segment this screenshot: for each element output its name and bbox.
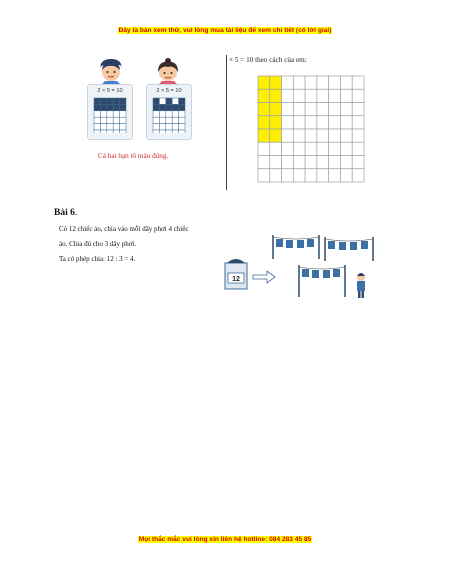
- worksheet-cell: [94, 124, 100, 130]
- exercise-title-text: Bài 6: [54, 208, 75, 218]
- worksheet-cell: [113, 117, 119, 123]
- grid-cell-colored: [270, 76, 282, 89]
- child-icon: [357, 273, 365, 298]
- top-preview-banner: [0, 27, 450, 34]
- worksheet-cell: [172, 117, 178, 123]
- worksheet-cell: [107, 130, 113, 133]
- grid-cell: [293, 169, 305, 182]
- grid-cell-colored: [258, 76, 270, 89]
- worksheet-cell: [166, 98, 172, 104]
- worksheet-cell: [94, 104, 100, 110]
- bottom-hotline-banner-text: Mọi thắc mắc vui lòng xin liên hệ hotline: 084 283 45 85: [138, 536, 312, 543]
- top-preview-banner-text: Đây là bản xem thử, vui lòng mua tài liệu để xem chi tiết (có lời giải): [118, 27, 332, 34]
- grid-cell: [258, 156, 270, 169]
- grid-cell: [352, 129, 364, 142]
- grid-cell: [293, 116, 305, 129]
- grid-cell: [340, 129, 352, 142]
- worksheet-cell: [153, 111, 159, 117]
- worksheet-cell: [113, 111, 119, 117]
- worksheet-cell: [120, 124, 126, 130]
- worksheet-cell: [153, 130, 159, 133]
- exercise-title: Bài 6.: [54, 208, 78, 218]
- exercise-line: Ta có phép chia: 12 : 3 = 4.: [59, 255, 136, 263]
- coloring-grid: [257, 75, 365, 183]
- worksheet-cell: [120, 130, 126, 133]
- worksheet-cell: [172, 111, 178, 117]
- grid-cell: [329, 89, 341, 102]
- grid-cell: [317, 156, 329, 169]
- grid-cell: [270, 142, 282, 155]
- worksheet-cell: [159, 98, 165, 104]
- worksheet-cell: [100, 98, 106, 104]
- grid-cell: [329, 129, 341, 142]
- grid-cell: [293, 129, 305, 142]
- grid-cell: [352, 169, 364, 182]
- grid-cell: [352, 156, 364, 169]
- worksheet-cell: [179, 130, 185, 133]
- grid-cell: [258, 142, 270, 155]
- worksheet-cell: [94, 98, 100, 104]
- worksheet-cell: [100, 111, 106, 117]
- grid-cell-colored: [258, 103, 270, 116]
- clothesline-1-icon: [273, 235, 319, 259]
- bottom-hotline-banner: [0, 536, 450, 543]
- grid-cell: [282, 129, 294, 142]
- clothesline-3-icon: [299, 265, 345, 297]
- worksheet-cell: [172, 98, 178, 104]
- grid-cell: [305, 129, 317, 142]
- worksheet-cell: [172, 104, 178, 110]
- worksheet-cell: [159, 111, 165, 117]
- clothesline-illustration: [215, 225, 375, 310]
- grid-cell: [329, 76, 341, 89]
- grid-cell: [340, 76, 352, 89]
- grid-cell: [317, 76, 329, 89]
- worksheet-cell: [100, 124, 106, 130]
- grid-cell: [282, 103, 294, 116]
- shirt-box-icon: [225, 259, 247, 289]
- grid-cell: [329, 169, 341, 182]
- worksheet-cell: [172, 130, 178, 133]
- worksheet-cell: [166, 117, 172, 123]
- grid-cell: [317, 129, 329, 142]
- grid-cell: [329, 116, 341, 129]
- grid-cell: [282, 169, 294, 182]
- grid-cell: [352, 89, 364, 102]
- grid-cell: [282, 156, 294, 169]
- worksheet-cell: [107, 104, 113, 110]
- worksheet-cell: [107, 111, 113, 117]
- answer-caption: Cả hai bạn tô màu đúng.: [98, 152, 169, 160]
- worksheet-cell: [179, 124, 185, 130]
- grid-cell: [305, 76, 317, 89]
- worksheet-cell: [166, 111, 172, 117]
- grid-cell: [258, 169, 270, 182]
- grid-cell: [317, 89, 329, 102]
- grid-cell: [340, 116, 352, 129]
- worksheet-cell: [94, 111, 100, 117]
- grid-cell: [329, 142, 341, 155]
- worksheet-cell: [120, 117, 126, 123]
- grid-cell: [340, 103, 352, 116]
- grid-cell: [282, 142, 294, 155]
- girl-illustration: [153, 58, 183, 84]
- worksheet-cell: [179, 104, 185, 110]
- worksheet-cell: [107, 117, 113, 123]
- grid-cell: [352, 76, 364, 89]
- worksheet-cell: [120, 98, 126, 104]
- worksheet-cell: [113, 124, 119, 130]
- grid-cell: [352, 116, 364, 129]
- grid-cell: [340, 156, 352, 169]
- grid-cell: [340, 89, 352, 102]
- exercise-line: Có 12 chiếc áo, chia vào mỗi dây phơi 4 chiếc: [59, 225, 189, 233]
- grid-cell: [305, 142, 317, 155]
- worksheet-cell: [153, 124, 159, 130]
- grid-instruction: × 5 = 10 theo cách của em:: [229, 56, 307, 64]
- worksheet-cell: [179, 111, 185, 117]
- worksheet-cell: [113, 130, 119, 133]
- worksheet-cell: [166, 130, 172, 133]
- worksheet-cell: [100, 117, 106, 123]
- grid-cell: [305, 169, 317, 182]
- worksheet-cell: [153, 104, 159, 110]
- worksheet-cell: [179, 98, 185, 104]
- grid-cell: [317, 103, 329, 116]
- worksheet-equation: 2 × 5 = 10: [156, 88, 182, 94]
- grid-cell-colored: [270, 116, 282, 129]
- worksheet-cell: [113, 104, 119, 110]
- worksheet-boy: [87, 84, 133, 140]
- grid-cell-colored: [270, 89, 282, 102]
- grid-cell: [340, 169, 352, 182]
- worksheet-cell: [94, 117, 100, 123]
- worksheet-cell: [100, 130, 106, 133]
- box-number: 12: [232, 276, 240, 283]
- grid-cell: [317, 169, 329, 182]
- worksheet-cell: [172, 124, 178, 130]
- worksheet-cell: [94, 130, 100, 133]
- worksheet-cell: [153, 98, 159, 104]
- worksheet-cell: [153, 117, 159, 123]
- grid-cell: [293, 103, 305, 116]
- worksheet-cell: [113, 98, 119, 104]
- column-divider: [226, 55, 227, 190]
- grid-cell: [293, 89, 305, 102]
- boy-illustration: [96, 58, 126, 84]
- worksheet-cell: [179, 117, 185, 123]
- worksheet-cell: [107, 124, 113, 130]
- worksheet-cell: [120, 111, 126, 117]
- worksheet-cell: [159, 130, 165, 133]
- worksheet-cell: [107, 98, 113, 104]
- grid-cell: [293, 76, 305, 89]
- worksheet-cell: [166, 124, 172, 130]
- arrow-icon: [253, 271, 275, 283]
- grid-cell: [352, 142, 364, 155]
- grid-cell: [293, 156, 305, 169]
- grid-cell-colored: [270, 103, 282, 116]
- clothesline-2-icon: [325, 237, 373, 261]
- worksheet-cell: [159, 104, 165, 110]
- worksheet-equation: 2 × 5 = 10: [97, 88, 123, 94]
- worksheet-grid: [93, 97, 127, 133]
- worksheet-cell: [120, 104, 126, 110]
- grid-cell: [305, 89, 317, 102]
- grid-cell-colored: [258, 116, 270, 129]
- worksheet-cell: [159, 117, 165, 123]
- grid-cell: [282, 76, 294, 89]
- worksheet-cell: [159, 124, 165, 130]
- grid-cell-colored: [270, 129, 282, 142]
- grid-cell: [329, 156, 341, 169]
- grid-cell: [352, 103, 364, 116]
- grid-cell: [282, 116, 294, 129]
- grid-cell: [329, 103, 341, 116]
- grid-cell: [270, 169, 282, 182]
- grid-cell: [305, 103, 317, 116]
- grid-cell: [293, 142, 305, 155]
- worksheet-grid: [152, 97, 186, 133]
- exercise-line: áo. Chia đủ cho 3 dây phơi.: [59, 240, 137, 248]
- worksheet-cell: [166, 104, 172, 110]
- grid-cell: [317, 116, 329, 129]
- grid-cell-colored: [258, 129, 270, 142]
- grid-cell: [317, 142, 329, 155]
- grid-cell: [305, 156, 317, 169]
- grid-cell: [282, 89, 294, 102]
- worksheet-girl: [146, 84, 192, 140]
- grid-cell-colored: [258, 89, 270, 102]
- grid-cell: [270, 156, 282, 169]
- grid-cell: [305, 116, 317, 129]
- worksheet-cell: [100, 104, 106, 110]
- grid-cell: [340, 142, 352, 155]
